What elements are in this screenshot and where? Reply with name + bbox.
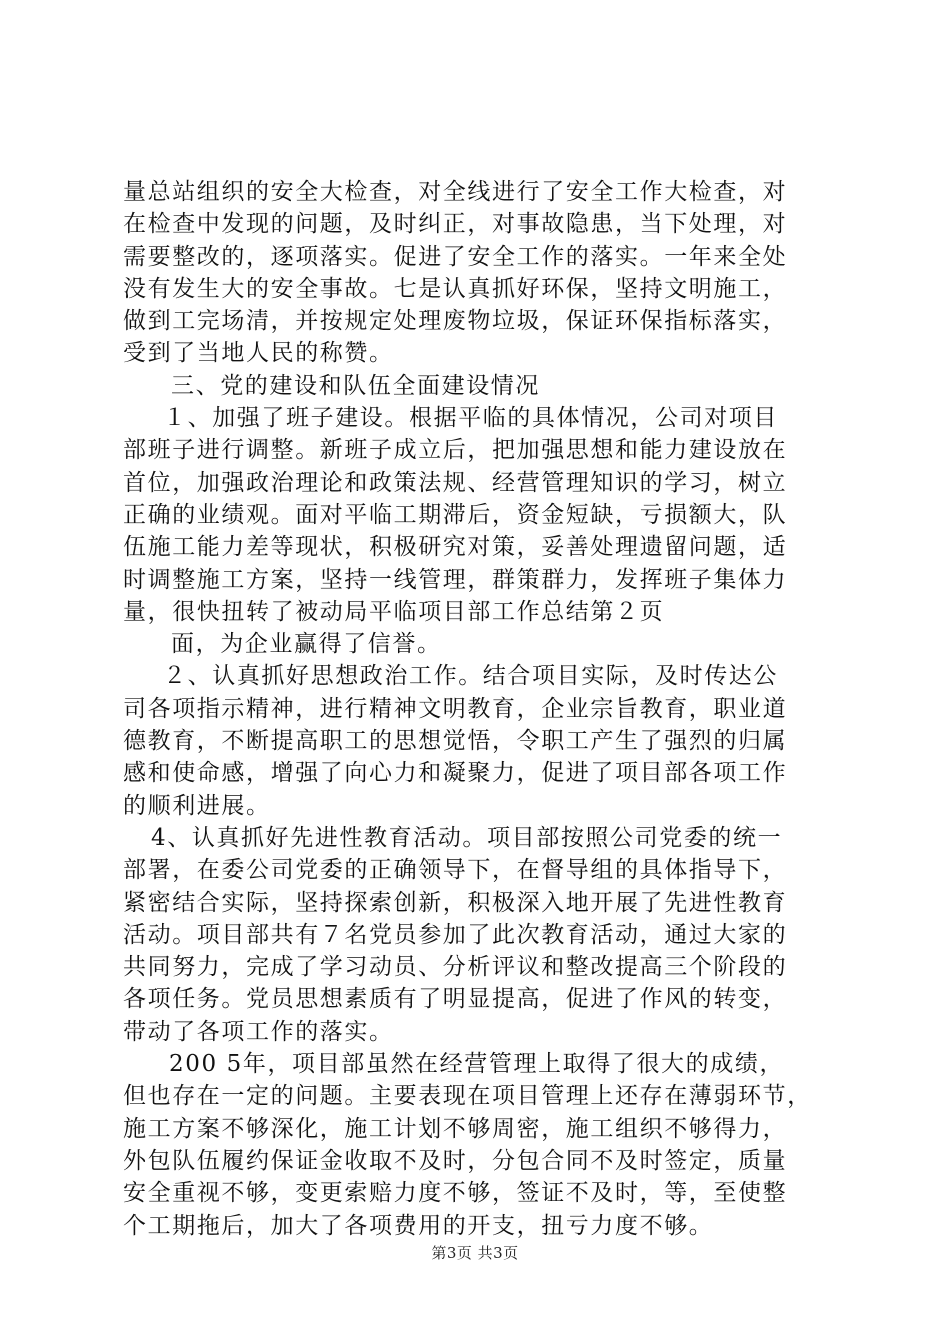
text-line: ２、认真抓好思想政治工作。结合项目实际，及时传达公 <box>163 663 778 690</box>
text-line: 施工方案不够深化，施工计划不够周密，施工组织不够得力， <box>123 1115 788 1142</box>
text-line: 部班子进行调整。新班子成立后，把加强思想和能力建设放在 <box>123 437 788 464</box>
text-line: 各项任务。党员思想素质有了明显提高，促进了作风的转变， <box>123 986 788 1013</box>
text-line: 正确的业绩观。面对平临工期滞后，资金短缺，亏损额大，队 <box>123 501 788 528</box>
text-line: 首位，加强政治理论和政策法规、经营管理知识的学习，树立 <box>123 469 788 496</box>
text-line: 紧密结合实际，坚持探索创新，积极深入地开展了先进性教育 <box>123 889 788 916</box>
text-line: 司各项指示精神，进行精神文明教育，企业宗旨教育，职业道 <box>123 695 788 722</box>
text-line: 200 5年，项目部虽然在经营管理上取得了很大的成绩， <box>169 1051 785 1078</box>
text-line: 德教育，不断提高职工的思想觉悟，令职工产生了强烈的归属 <box>123 728 788 755</box>
text-line: 活动。项目部共有７名党员参加了此次教育活动，通过大家的 <box>123 921 788 948</box>
text-line: 量，很快扭转了被动局平临项目部工作总结第２页 <box>123 598 665 625</box>
text-line: 但也存在一定的问题。主要表现在项目管理上还存在薄弱环节， <box>123 1083 812 1110</box>
text-line: 4、认真抓好先进性教育活动。项目部按照公司党委的统一 <box>151 824 783 851</box>
section-heading: 三、党的建设和队伍全面建设情况 <box>171 372 540 399</box>
text-line: 带动了各项工作的落实。 <box>123 1018 394 1045</box>
text-line: 共同努力，完成了学习动员、分析评议和整改提高三个阶段的 <box>123 954 788 981</box>
text-line: 部署，在委公司党委的正确领导下，在督导组的具体指导下， <box>123 857 788 884</box>
text-line: 做到工完场清，并按规定处理废物垃圾，保证环保指标落实， <box>123 308 788 335</box>
text-line: 安全重视不够，变更索赔力度不够，签证不及时，等，至使整 <box>123 1180 788 1207</box>
text-line: 外包队伍履约保证金收取不及时，分包合同不及时签定，质量 <box>123 1147 788 1174</box>
text-line: 面，为企业赢得了信誉。 <box>171 631 442 658</box>
text-line: 没有发生大的安全事故。七是认真抓好环保，坚持文明施工， <box>123 275 788 302</box>
text-line: 感和使命感，增强了向心力和凝聚力，促进了项目部各项工作 <box>123 760 788 787</box>
text-line: １、加强了班子建设。根据平临的具体情况，公司对项目 <box>163 405 778 432</box>
text-line: 个工期拖后，加大了各项费用的开支，扭亏力度不够。 <box>123 1212 714 1239</box>
page-number-footer: 第3页 共3页 <box>431 1244 519 1262</box>
text-line: 受到了当地人民的称赞。 <box>123 340 394 367</box>
document-body <box>123 176 843 1242</box>
text-line: 时调整施工方案，坚持一线管理，群策群力，发挥班子集体力 <box>123 566 788 593</box>
text-line: 在检查中发现的问题，及时纠正，对事故隐患，当下处理，对 <box>123 211 788 238</box>
text-line: 需要整改的，逐项落实。促进了安全工作的落实。一年来全处 <box>123 243 788 270</box>
text-line: 伍施工能力差等现状，积极研究对策，妥善处理遗留问题，适 <box>123 534 788 561</box>
text-line: 的顺利进展。 <box>123 792 271 819</box>
text-line: 量总站组织的安全大检查，对全线进行了安全工作大检查，对 <box>123 179 788 205</box>
